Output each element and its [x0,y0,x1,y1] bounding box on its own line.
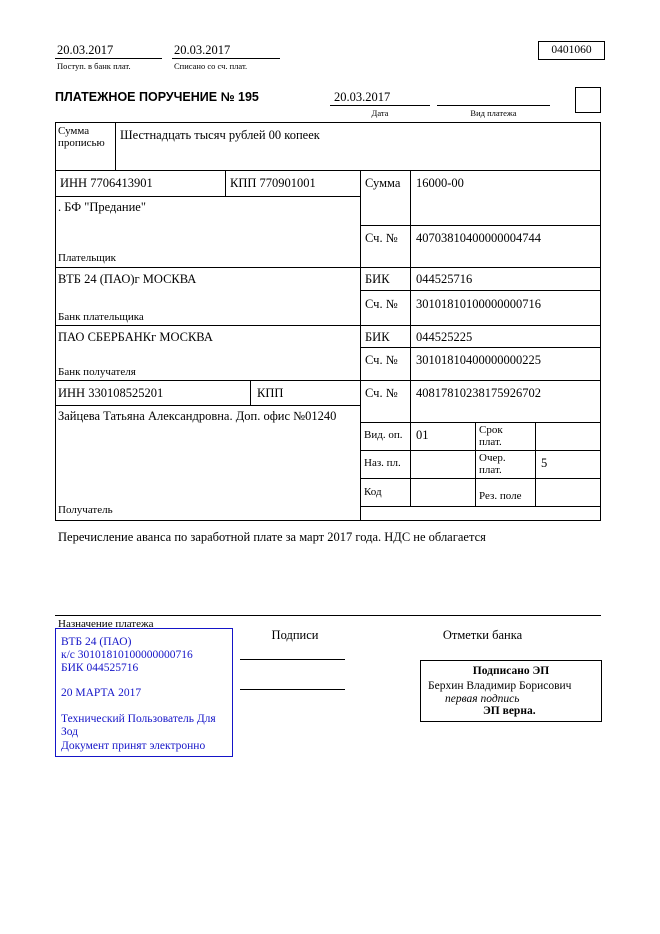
payment-kind-underline [437,105,550,106]
debited-date-label: Списано со сч. плат. [174,61,248,71]
document-date-label: Дата [371,108,389,118]
payee-bank-bik-label: БИК [365,330,390,344]
due-date-label: Срок плат. [479,424,503,448]
payee-account: 40817810238175926702 [416,386,541,400]
signature-line [240,689,345,690]
grid-line [225,170,226,196]
stamp-status: Документ принят электронно [61,740,206,752]
grid-line [250,380,251,405]
grid-line [360,347,601,348]
received-date-label: Поступ. в банк плат. [57,61,131,71]
grid-line [360,478,601,479]
payee-bank-name: ПАО СБЕРБАНКг МОСКВА [58,330,213,344]
esign-valid: ЭП верна. [483,705,536,717]
payee-bank-account-label: Сч. № [365,353,398,367]
signature-line [240,659,345,660]
esign-kind: первая подпись [445,693,520,705]
grid-line [55,196,360,197]
payee-kpp-label: КПП [257,386,284,400]
stamp-operator: Технический Пользователь Для Зод [61,713,216,738]
purpose-underline [55,615,601,616]
payer-section-label: Плательщик [58,252,116,264]
op-kind-value: 01 [416,428,429,442]
payer-inn: ИНН 7706413901 [60,176,153,190]
grid-line [55,122,56,520]
amount-words-label: Сумма прописью [58,125,105,149]
signatures-label: Подписи [271,628,319,642]
payee-bank-account: 30101810400000000225 [416,353,541,367]
document-title: ПЛАТЕЖНОЕ ПОРУЧЕНИЕ № 195 [55,90,259,104]
grid-line [55,325,601,326]
payee-section-label: Получатель [58,504,113,516]
grid-line [410,170,411,506]
payee-name: Зайцева Татьяна Александровна. Доп. офис №01240 [58,409,337,423]
grid-line [360,290,601,291]
priority-label: Очер. плат. [479,452,506,476]
esign-stamp [420,660,602,722]
purpose-label: Назначение платежа [58,618,154,630]
amount-words-value: Шестнадцать тысяч рублей 00 копеек [120,128,320,142]
grid-line [360,225,601,226]
debited-date-underline [172,58,280,59]
debited-date: 20.03.2017 [174,43,231,57]
stamp-bank-name: ВТБ 24 (ПАО) [61,636,132,648]
grid-line [360,450,601,451]
grid-line [535,422,536,506]
amount-label: Сумма [365,176,401,190]
payer-bank-bik-label: БИК [365,272,390,286]
esign-signer: Берхин Владимир Борисович [428,680,572,692]
amount-value: 16000-00 [416,176,464,190]
payee-inn: ИНН 330108525201 [58,386,164,400]
document-date-underline [330,105,430,106]
payer-bank-bik: 044525716 [416,272,473,286]
payer-bank-account: 30101810100000000716 [416,297,541,311]
priority-value: 5 [541,456,548,470]
op-kind-label: Вид. оп. [364,429,403,441]
code-label: Код [364,486,382,498]
grid-line [55,122,601,123]
payer-account-label: Сч. № [365,231,398,245]
stamp-bik: БИК 044525716 [61,662,139,674]
form-code-box: 0401060 [538,41,605,60]
purpose-code-label: Наз. пл. [364,457,401,469]
bank-stamp [55,628,233,757]
stamp-corr-account: к/с 30101810100000000716 [61,649,193,661]
grid-line [360,506,601,507]
payee-account-label: Сч. № [365,386,398,400]
payment-kind-box [575,87,601,113]
grid-line [360,170,361,520]
received-date-underline [55,58,162,59]
grid-line [360,422,601,423]
grid-line [600,122,601,520]
received-date: 20.03.2017 [57,43,114,57]
grid-line [55,380,601,381]
grid-line [475,422,476,506]
document-date: 20.03.2017 [334,90,391,104]
grid-line [55,267,601,268]
payer-kpp: КПП 770901001 [230,176,316,190]
reserve-field-label: Рез. поле [479,490,522,502]
grid-line [115,122,116,170]
payee-bank-section-label: Банк получателя [58,366,136,378]
esign-title: Подписано ЭП [472,665,550,677]
payment-kind-label: Вид платежа [470,108,517,118]
payee-bank-bik: 044525225 [416,330,473,344]
stamp-date: 20 МАРТА 2017 [61,687,142,699]
payer-bank-account-label: Сч. № [365,297,398,311]
bank-marks-label: Отметки банка [442,628,523,642]
grid-line [55,405,360,406]
grid-line [55,170,601,171]
payer-bank-name: ВТБ 24 (ПАО)г МОСКВА [58,272,197,286]
payer-bank-section-label: Банк плательщика [58,311,144,323]
payer-account: 40703810400000004744 [416,231,541,245]
grid-line [55,520,601,521]
purpose-text: Перечисление аванса по заработной плате за март 2017 года. НДС не облагается [58,530,486,544]
payer-name: . БФ "Предание" [58,200,146,214]
